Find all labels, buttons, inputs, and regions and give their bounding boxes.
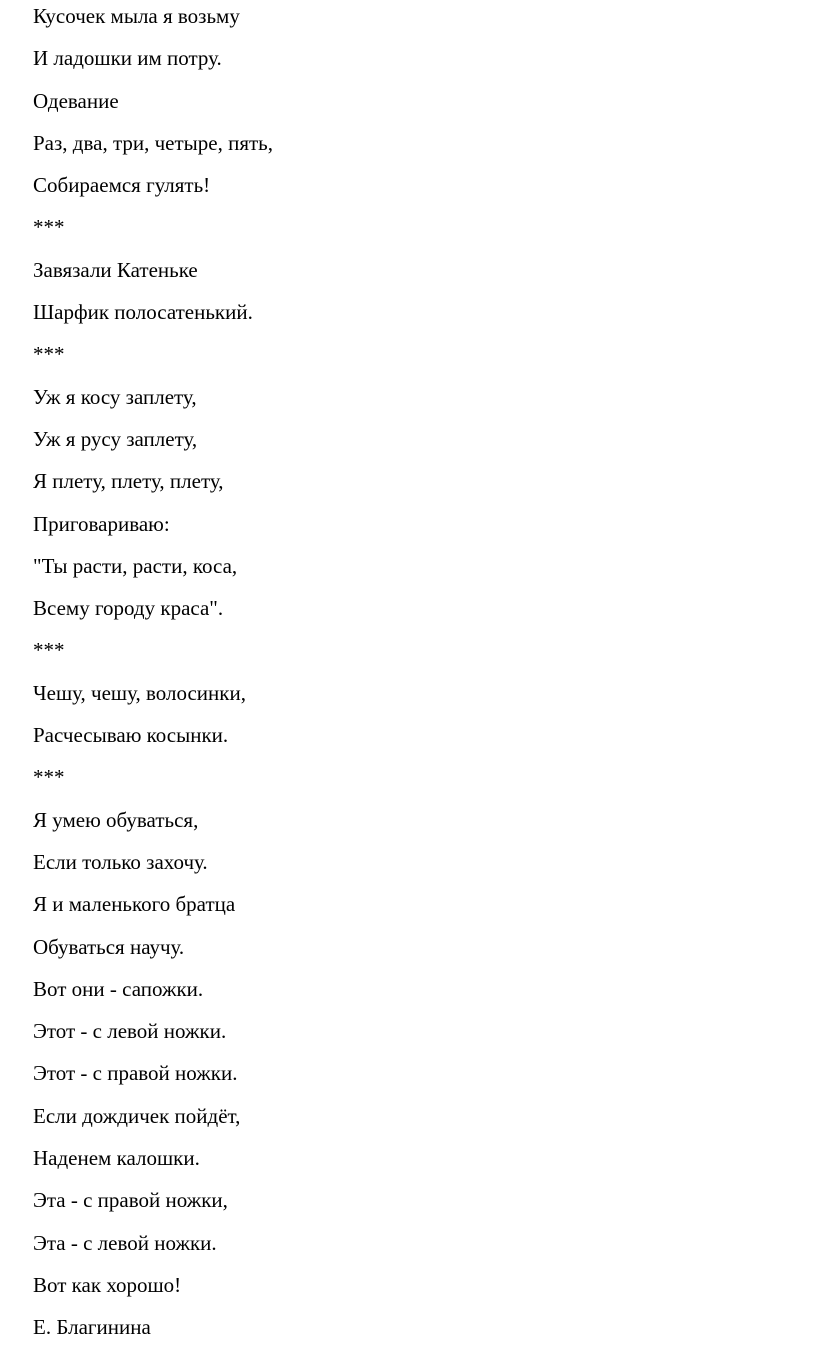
poem-line: Завязали Катеньке <box>33 257 198 282</box>
poem-line: Наденем калошки. <box>33 1146 200 1171</box>
section-heading: Одевание <box>33 88 119 113</box>
poem-line: Кусочек мыла я возьму <box>33 4 240 28</box>
poem-line: Вот как хорошо! <box>33 1272 182 1297</box>
poem-line: Уж я косу заплету, <box>33 384 197 409</box>
document-page <box>33 0 793 1354</box>
poem-line: Я умею обуваться, <box>33 807 199 832</box>
poem-line: И ладошки им потру. <box>33 46 222 71</box>
author-name: Е. Благинина <box>33 1315 151 1340</box>
stanza-separator: *** <box>33 638 65 663</box>
poem-line: Если только захочу. <box>33 849 208 874</box>
poem-line: Я плету, плету, плету, <box>33 469 224 494</box>
poem-line: Эта - с правой ножки, <box>33 1188 228 1213</box>
poem-line: Обуваться научу. <box>33 934 185 959</box>
poem-line: Вот они - сапожки. <box>33 976 204 1001</box>
poem-line: Уж я русу заплету, <box>33 426 198 451</box>
poem-line: Собираемся гулять! <box>33 173 211 198</box>
poem-line: Шарфик полосатенький. <box>33 300 253 325</box>
stanza-separator: *** <box>33 215 65 240</box>
poem-line: "Ты расти, расти, коса, <box>33 553 238 578</box>
poem-line: Я и маленького братца <box>33 892 236 917</box>
stanza-separator: *** <box>33 765 65 790</box>
poem-line: Этот - с левой ножки. <box>33 1019 227 1044</box>
poem-line: Эта - с левой ножки. <box>33 1230 217 1255</box>
stanza-separator: *** <box>33 342 65 367</box>
poem-line: Всему городу краса". <box>33 596 224 621</box>
poem-line: Раз, два, три, четыре, пять, <box>33 130 274 155</box>
poem-line: Расчесываю косынки. <box>33 723 229 748</box>
poem-line: Этот - с правой ножки. <box>33 1061 238 1086</box>
poem-line: Если дождичек пойдёт, <box>33 1103 241 1128</box>
poem-line: Чешу, чешу, волосинки, <box>33 680 246 705</box>
poem-line: Приговариваю: <box>33 511 170 536</box>
